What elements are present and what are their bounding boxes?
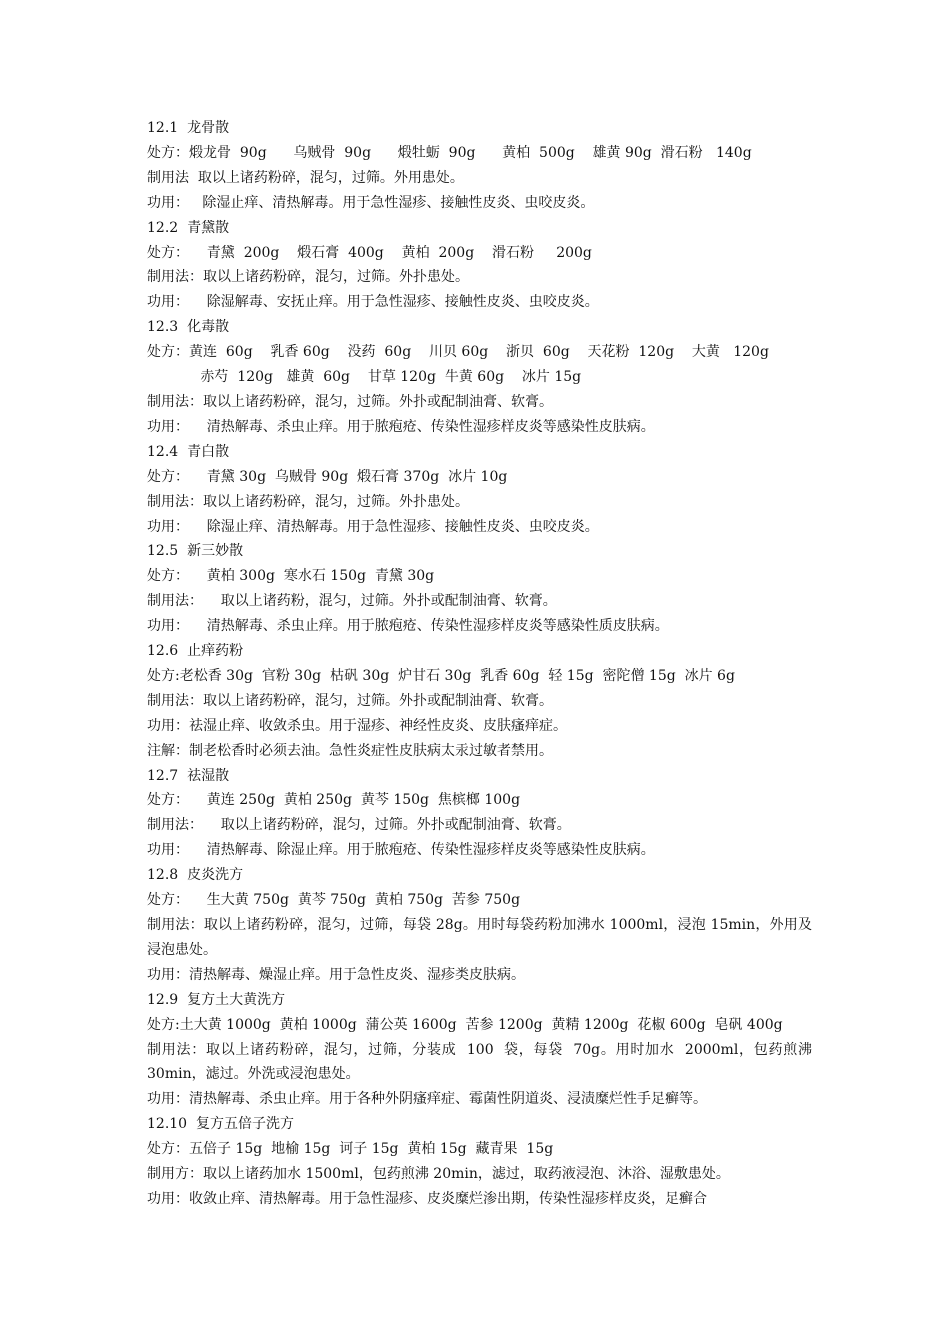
text-line: 处方：煅龙骨 90g 乌贼骨 90g 煅牡蛎 90g 黄柏 500g 雄黄 90g 滑石粉 140g: [147, 144, 752, 161]
text-line: 功用：清热解毒、杀虫止痒。用于各种外阴瘙痒症、霉菌性阴道炎、浸渍糜烂性手足癣等。: [147, 1091, 707, 1108]
text-line: 处方： 生大黄 750g 黄芩 750g 黄柏 750g 苦参 750g: [147, 892, 521, 909]
text-line: 功用： 清热解毒、杀虫止痒。用于脓疱疮、传染性湿疹样皮炎等感染性质皮肤病。: [147, 618, 669, 635]
text-line: 功用：收敛止痒、清热解毒。用于急性湿疹、皮炎糜烂渗出期，传染性湿疹样皮炎，足癣合: [147, 1190, 707, 1207]
text-line: 功用：祛湿止痒、收敛杀虫。用于湿疹、神经性皮炎、皮肤瘙痒症。: [147, 717, 567, 734]
text-line: 制用法：取以上诸药粉碎，混匀，过筛，分装成 100 袋，每袋 70g。用时加水 2000ml，包药煎沸 30min，滤过。外洗或浸泡患处。: [147, 1041, 817, 1083]
section-heading: 12.10 复方五倍子洗方: [147, 1116, 294, 1133]
text-line: 处方： 青黛 200g 煅石膏 400g 黄柏 200g 滑石粉 200g: [147, 244, 592, 261]
text-line: 制用方：取以上诸药加水 1500ml，包药煎沸 20min，滤过，取药液浸泡、沐浴、湿敷患处。: [147, 1166, 730, 1183]
text-line: 制用法：取以上诸药粉碎，混匀，过筛。外扑患处。: [147, 269, 469, 286]
section-heading: 12.5 新三妙散: [147, 543, 244, 560]
text-line: 处方：黄连 60g 乳香 60g 没药 60g 川贝 60g 浙贝 60g 天花粉 120g 大黄 120g: [147, 344, 769, 361]
text-line: 功用： 除湿解毒、安抚止痒。用于急性湿疹、接触性皮炎、虫咬皮炎。: [147, 294, 599, 311]
text-line: 制用法：取以上诸药粉碎，混匀，过筛。外扑或配制油膏、软膏。: [147, 692, 553, 709]
text-line: 制用法：取以上诸药粉碎，混匀，过筛。外扑或配制油膏、软膏。: [147, 393, 553, 410]
section-heading: 12.6 止痒药粉: [147, 643, 244, 660]
text-line: 处方： 黄连 250g 黄柏 250g 黄芩 150g 焦槟榔 100g: [147, 792, 521, 809]
text-line: 制用法： 取以上诸药粉碎，混匀，过筛。外扑或配制油膏、软膏。: [147, 817, 571, 834]
text-line: 注解：制老松香时必须去油。急性炎症性皮肤病太汞过敏者禁用。: [147, 742, 553, 759]
text-line: 制用法：取以上诸药粉碎，混匀，过筛，每袋 28g。用时每袋药粉加沸水 1000ml，浸泡 15min，外用及浸泡患处。: [147, 917, 812, 958]
text-line: 处方： 黄柏 300g 寒水石 150g 青黛 30g: [147, 568, 435, 585]
text-line: 赤芍 120g 雄黄 60g 甘草 120g 牛黄 60g 冰片 15g: [147, 369, 582, 386]
section-heading: 12.3 化毒散: [147, 319, 230, 336]
text-line: 功用： 清热解毒、除湿止痒。用于脓疱疮、传染性湿疹样皮炎等感染性皮肤病。: [147, 842, 655, 859]
text-line: 功用： 除湿止痒、清热解毒。用于急性湿疹、接触性皮炎、虫咬皮炎。: [147, 518, 599, 535]
section-heading: 12.9 复方土大黄洗方: [147, 991, 286, 1008]
section-heading: 12.8 皮炎洗方: [147, 867, 244, 884]
text-line: 功用：清热解毒、燥湿止痒。用于急性皮炎、湿疹类皮肤病。: [147, 966, 525, 983]
document-body: [147, 116, 817, 1212]
section-heading: 12.7 祛湿散: [147, 767, 230, 784]
text-line: 处方： 青黛 30g 乌贼骨 90g 煅石膏 370g 冰片 10g: [147, 468, 508, 485]
text-line: 功用： 除湿止痒、清热解毒。用于急性湿疹、接触性皮炎、虫咬皮炎。: [147, 194, 595, 211]
section-heading: 12.1 龙骨散: [147, 120, 230, 136]
section-heading: 12.2 青黛散: [147, 219, 230, 236]
text-line: 制用法：取以上诸药粉碎，混匀，过筛。外扑患处。: [147, 493, 469, 510]
text-line: 制用法 取以上诸药粉碎，混匀，过筛。外用患处。: [147, 169, 464, 186]
section-heading: 12.4 青白散: [147, 443, 230, 460]
text-line: 处方:老松香 30g 官粉 30g 枯矾 30g 炉甘石 30g 乳香 60g 轻 15g 密陀僧 15g 冰片 6g: [147, 667, 735, 684]
text-line: 功用： 清热解毒、杀虫止痒。用于脓疱疮、传染性湿疹样皮炎等感染性皮肤病。: [147, 418, 655, 435]
text-line: 制用法： 取以上诸药粉，混匀，过筛。外扑或配制油膏、软膏。: [147, 593, 557, 610]
text-line: 处方：五倍子 15g 地榆 15g 诃子 15g 黄柏 15g 藏青果 15g: [147, 1141, 554, 1158]
text-line: 处方:土大黄 1000g 黄柏 1000g 蒲公英 1600g 苦参 1200g 黄精 1200g 花椒 600g 皂矾 400g: [147, 1016, 783, 1033]
